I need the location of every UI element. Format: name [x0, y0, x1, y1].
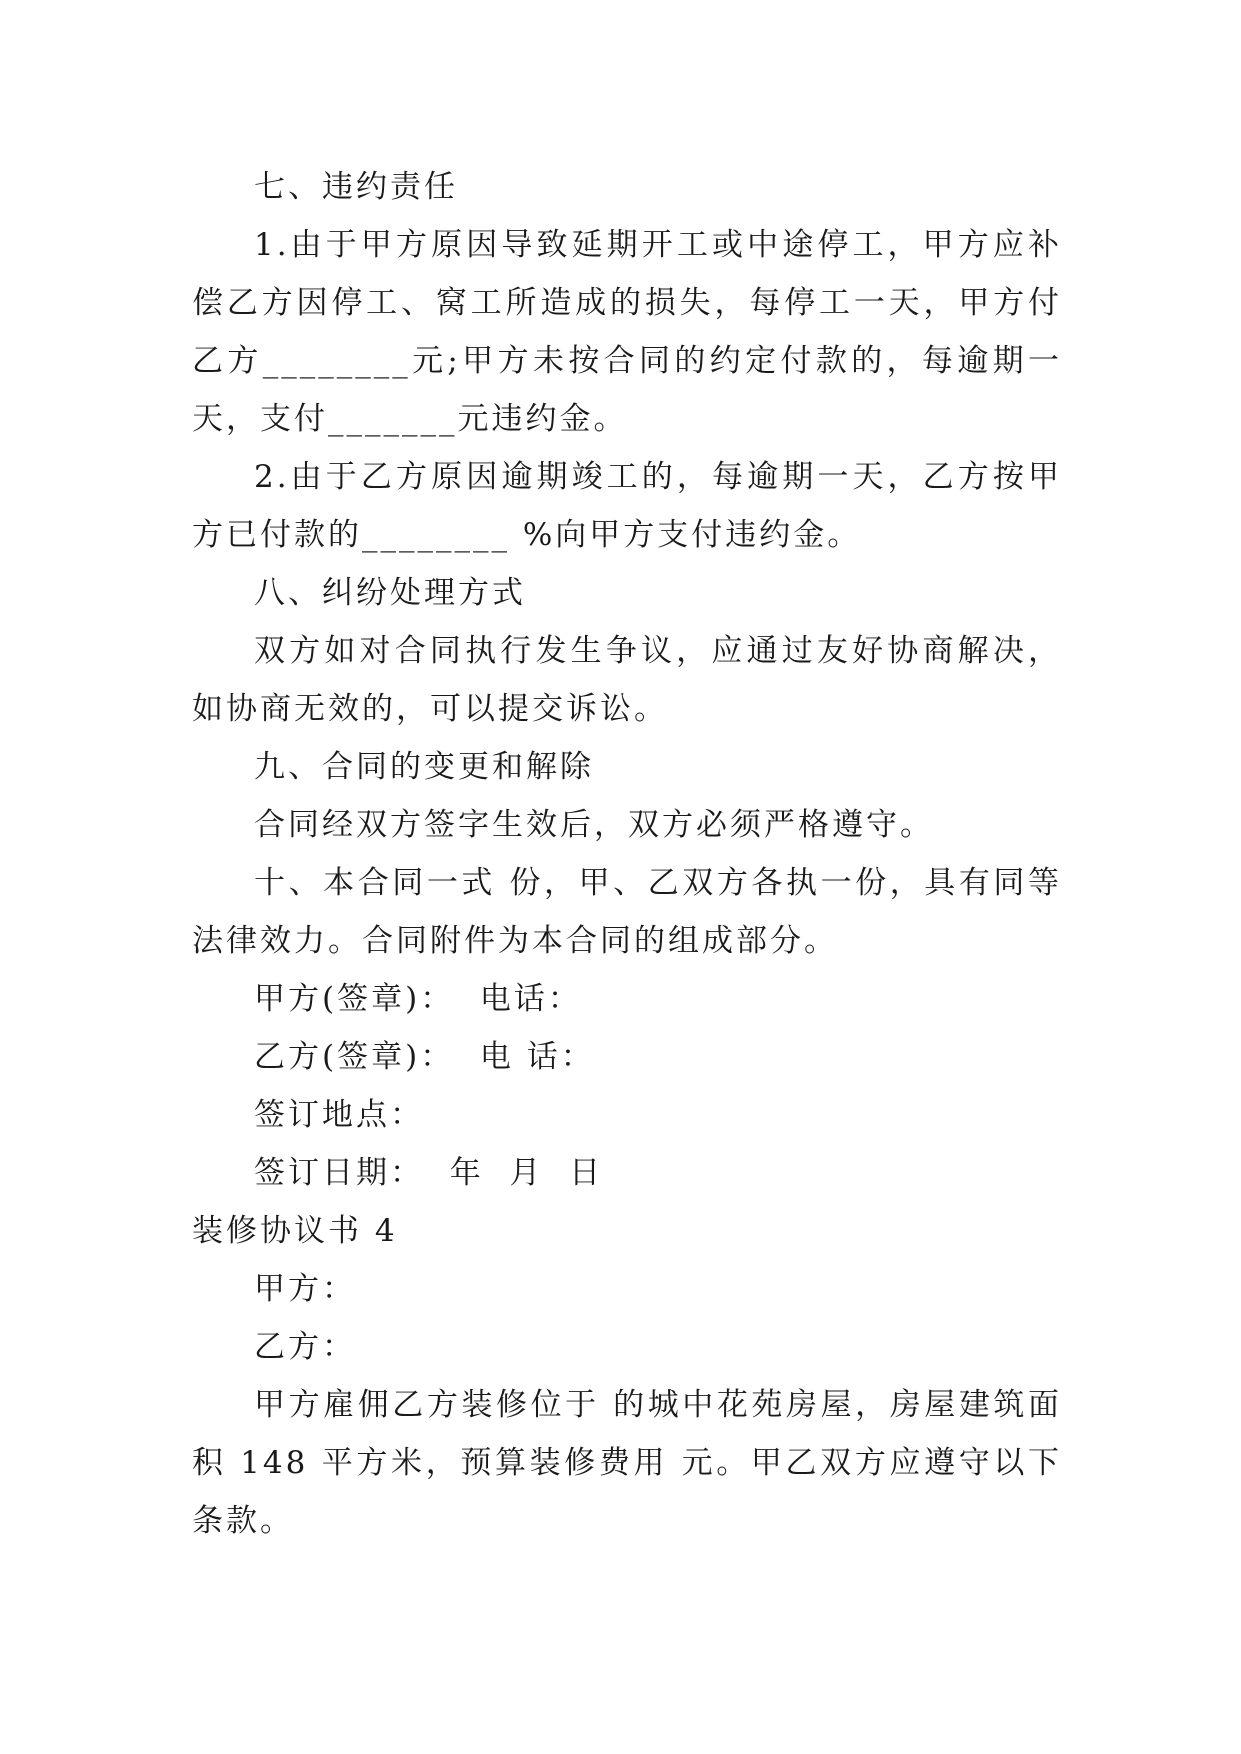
section-heading-dispute: 八、纠纷处理方式 — [254, 575, 526, 611]
clause-paragraph: 2.由于乙方原因逾期竣工的，每逾期一天，乙方按甲方已付款的________ %向甲方支付违约金。 — [192, 459, 1062, 553]
signature-line-party-a: 甲方(签章)： 电话： — [254, 981, 582, 1017]
signature-line-party-b: 乙方(签章)： 电 话： — [254, 1039, 595, 1075]
section-heading-changes: 九、合同的变更和解除 — [254, 749, 594, 785]
party-b-line: 乙方： — [254, 1329, 356, 1365]
clause-paragraph: 1.由于甲方原因导致延期开工或中途停工，甲方应补偿乙方因停工、窝工所造成的损失，每停工一天，甲方付乙方________元;甲方未按合同的约定付款的，每逾期一天，支付_______元违约金。 — [192, 227, 1062, 437]
section-heading-breach-liability: 七、违约责任 — [254, 169, 458, 205]
signing-date-line: 签订日期： 年 月 日 — [254, 1155, 604, 1191]
document-title: 装修协议书 4 — [192, 1213, 398, 1249]
signing-place-line: 签订地点： — [254, 1097, 424, 1133]
clause-paragraph: 十、本合同一式 份，甲、乙双方各执一份，具有同等法律效力。合同附件为本合同的组成部分。 — [192, 865, 1062, 959]
party-a-line: 甲方： — [254, 1271, 356, 1307]
document-body — [192, 158, 1062, 1550]
clause-paragraph: 合同经双方签字生效后，双方必须严格遵守。 — [254, 807, 934, 843]
clause-paragraph: 甲方雇佣乙方装修位于 的城中花苑房屋，房屋建筑面积 148 平方米，预算装修费用 元。甲乙双方应遵守以下条款。 — [192, 1387, 1062, 1539]
clause-paragraph: 双方如对合同执行发生争议，应通过友好协商解决，如协商无效的，可以提交诉讼。 — [192, 633, 1062, 727]
